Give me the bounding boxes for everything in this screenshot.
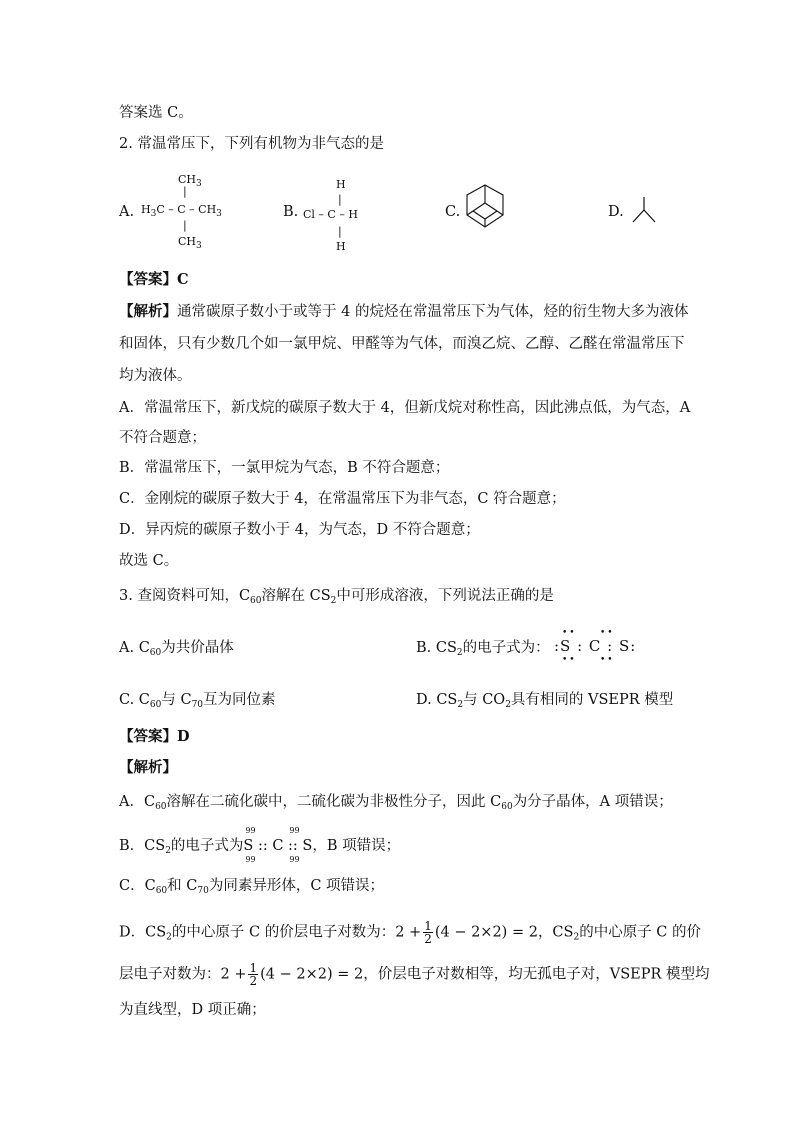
- q2-analysis-line-8: D．异丙烷的碳原子数小于 4，为气态，D 不符合题意；: [119, 522, 480, 538]
- mol-a-bottom: $CH_3$: [178, 235, 202, 251]
- q2-analysis-line-6: B．常温常压下，一氯甲烷为气态，B 不符合题意；: [119, 460, 450, 476]
- mol-b-bottom: H: [336, 240, 346, 253]
- q3-analysis-d-1: D．$CS_2$的中心原子 C 的价层电子对数为：2 + $\frac{1}{2}$ (4 − 2×2) = 2，$CS_2$的中心原子 C 的价: [119, 919, 702, 946]
- isobutane-skeletal-structure: [630, 195, 658, 225]
- q3-option-c: C. $C_{60}$与 $C_{70}$互为同位素: [119, 692, 276, 710]
- q3-analysis-c: C．$C_{60}$和 $C_{70}$为同素异形体，C 项错误；: [119, 878, 385, 896]
- q2-option-c-label: C.: [445, 204, 461, 220]
- q3-option-a: A. $C_{60}$为共价晶体: [119, 640, 234, 658]
- q3-analysis-a: A．$C_{60}$溶解在二硫化碳中，二硫化碳为非极性分子，因此 $C_{60}$为分子晶体，A 项错误；: [119, 794, 673, 812]
- q2-analysis-line-5: 不符合题意；: [119, 430, 206, 446]
- q3-option-b: B. $CS_2$的电子式为：: [416, 640, 550, 658]
- adamantane-structure: [463, 183, 509, 231]
- q2-analysis-line-1: 【解析】通常碳原子数小于或等于 4 的烷烃在常温常压下为气体，烃的衍生物大多为液体: [119, 303, 689, 320]
- q3-analysis-b: B．$CS_2$的电子式为 99 99 S :: C :: S 99 99 ，B 项错误；: [119, 826, 401, 864]
- mol-a-top: $CH_3$: [178, 173, 202, 189]
- q3-option-d: D. $CS_2$与 $CO_2$具有相同的 VSEPR 模型: [416, 692, 674, 710]
- q3-analysis-label: 【解析】: [119, 759, 177, 776]
- q2-option-d-label: D.: [608, 204, 624, 220]
- mol-b-top: H: [336, 178, 346, 191]
- q3-answer: 【答案】D: [119, 728, 190, 745]
- mol-b-middle: Cl – C – H: [303, 208, 358, 221]
- q2-analysis-line-3: 均为液体。: [119, 368, 192, 384]
- q2-analysis-line-7: C．金刚烷的碳原子数大于 4，在常温常压下为非气态，C 符合题意；: [119, 491, 566, 507]
- q2-stem: 2. 常温常压下，下列有机物为非气态的是: [119, 136, 384, 152]
- q2-option-b-label: B.: [283, 204, 299, 220]
- q2-analysis-line-4: A．常温常压下，新戊烷的碳原子数大于 4，但新戊烷对称性高，因此沸点低，为气态，A: [119, 400, 691, 416]
- q2-answer: 【答案】C: [119, 271, 189, 288]
- q2-analysis-line-2: 和固体，只有少数几个如一氯甲烷、甲醛等为气体，而溴乙烷、乙醇、乙醛在常温常压下: [119, 336, 685, 352]
- intro-line: 答案选 C。: [119, 105, 193, 121]
- cs2-formula-inline: 99 99 S :: C :: S 99 99: [243, 826, 313, 864]
- q3-analysis-d-2: 层电子对数为：2 + $\frac{1}{2}$ (4 − 2×2) = 2，价层电子对数相等，均无孤电子对，VSEPR 模型均: [119, 961, 710, 988]
- q3-analysis-d-3: 为直线型，D 项正确；: [119, 1002, 266, 1018]
- q2-analysis-line-9: 故选 C。: [119, 553, 179, 569]
- q2-option-a-label: A.: [119, 204, 135, 220]
- q3-stem: 3. 查阅资料可知，$C_{60}$溶解在 $CS_2$中可形成溶液，下列说法正确的是: [119, 588, 554, 606]
- mol-a-middle: $H_3C$ – C – $CH_3$: [141, 203, 222, 219]
